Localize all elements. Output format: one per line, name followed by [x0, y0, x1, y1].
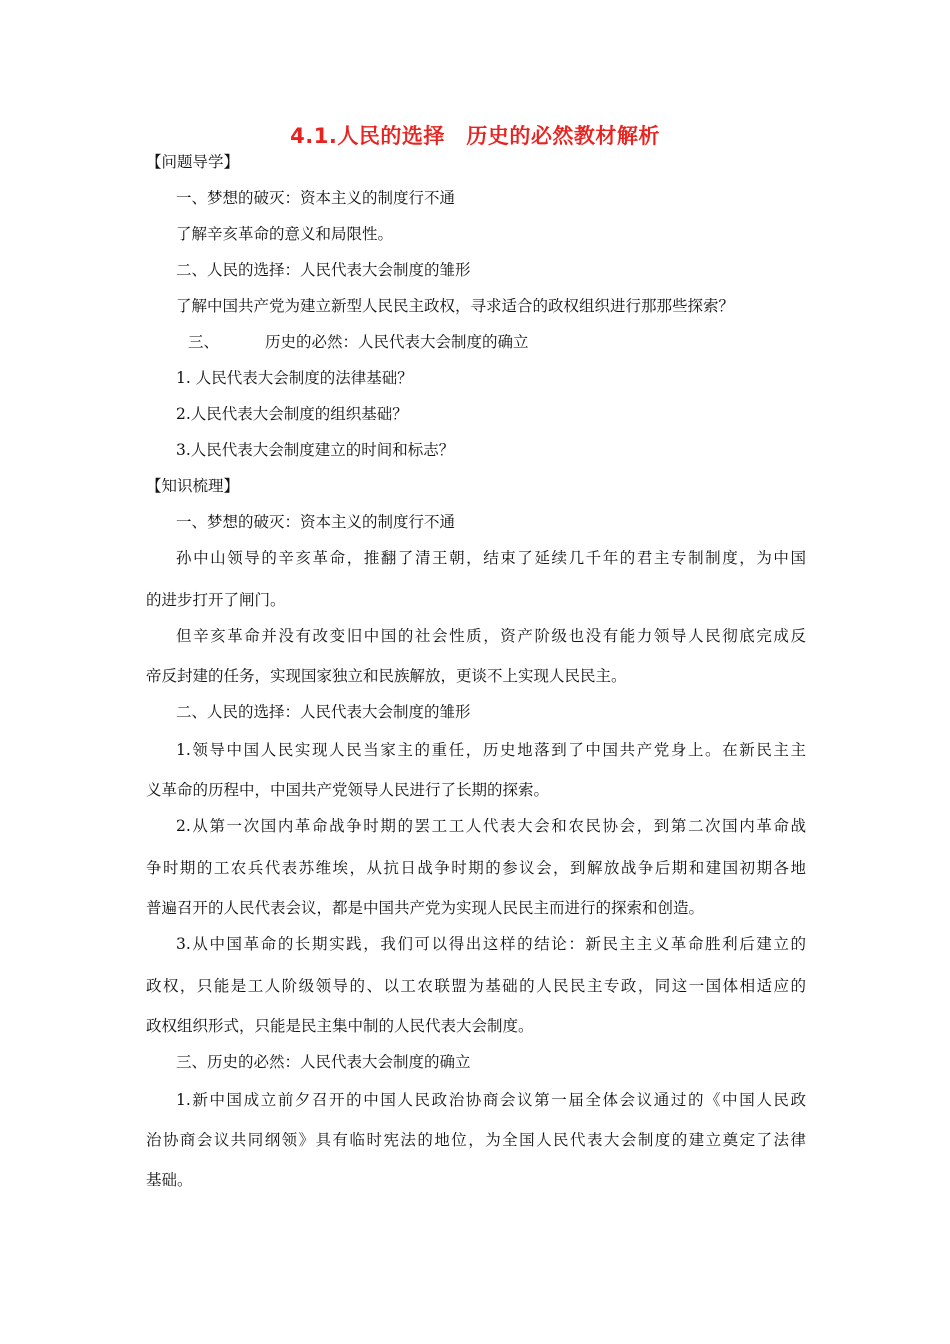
guide-section-2-title: 二、人民的选择：人民代表大会制度的雏形	[176, 261, 471, 279]
paragraph-4-line-1: 2.从第一次国内革命战争时期的罢工工人代表大会和农民协会，到第二次国内革命战	[176, 817, 806, 835]
paragraph-4-line-2: 争时期的工农兵代表苏维埃，从抗日战争时期的参议会，到解放战争后期和建国初期各地	[146, 859, 806, 877]
guide-section-3-title	[188, 332, 529, 352]
guide-question-1: 1. 人民代表大会制度的法律基础？	[176, 369, 413, 387]
knowledge-section-2-title: 二、人民的选择：人民代表大会制度的雏形	[176, 703, 471, 721]
section-heading-knowledge: 【知识梳理】	[146, 477, 240, 495]
paragraph-1-line-1: 孙中山领导的辛亥革命，推翻了清王朝，结束了延续几千年的君主专制制度，为中国	[176, 549, 806, 567]
paragraph-3-line-1: 1.领导中国人民实现人民当家主的重任，历史地落到了中国共产党身上。在新民主主	[176, 741, 806, 759]
paragraph-6-line-2: 治协商会议共同纲领》具有临时宪法的地位，为全国人民代表大会制度的建立奠定了法律	[146, 1131, 806, 1149]
paragraph-2-line-2: 帝反封建的任务，实现国家独立和民族解放，更谈不上实现人民民主。	[146, 667, 627, 685]
paragraph-5-line-3: 政权组织形式，只能是民主集中制的人民代表大会制度。	[146, 1017, 534, 1035]
paragraph-3-line-2: 义革命的历程中，中国共产党领导人民进行了长期的探索。	[146, 781, 550, 799]
knowledge-section-3-title: 三、历史的必然：人民代表大会制度的确立	[176, 1053, 471, 1071]
paragraph-5-line-2: 政权，只能是工人阶级领导的、以工农联盟为基础的人民民主专政，同这一国体相适应的	[146, 977, 806, 995]
paragraph-6-line-3: 基础。	[146, 1171, 193, 1189]
guide-section-1-text: 了解辛亥革命的意义和局限性。	[176, 225, 394, 243]
guide-question-3: 3.人民代表大会制度建立的时间和标志？	[176, 441, 455, 459]
paragraph-5-line-1: 3.从中国革命的长期实践，我们可以得出这样的结论：新民主主义革命胜利后建立的	[176, 935, 806, 953]
guide-section-3-label: 历史的必然：人民代表大会制度的确立	[265, 333, 529, 351]
guide-section-3-number: 三、	[188, 333, 220, 351]
paragraph-4-line-3: 普遍召开的人民代表会议，都是中国共产党为实现人民民主而进行的探索和创造。	[146, 899, 705, 917]
paragraph-6-line-1: 1.新中国成立前夕召开的中国人民政治协商会议第一届全体会议通过的《中国人民政	[176, 1091, 806, 1109]
paragraph-2-line-1: 但辛亥革命并没有改变旧中国的社会性质，资产阶级也没有能力领导人民彻底完成反	[176, 627, 806, 645]
knowledge-section-1-title: 一、梦想的破灭：资本主义的制度行不通	[176, 513, 456, 531]
section-heading-guide: 【问题导学】	[146, 153, 240, 171]
guide-section-2-text: 了解中国共产党为建立新型人民民主政权，寻求适合的政权组织进行那那些探索？	[176, 297, 735, 315]
paragraph-1-line-2: 的进步打开了闸门。	[146, 591, 286, 609]
document-title: 4.1.人民的选择 历史的必然教材解析	[290, 124, 660, 148]
guide-section-1-title: 一、梦想的破灭：资本主义的制度行不通	[176, 189, 456, 207]
guide-question-2: 2.人民代表大会制度的组织基础？	[176, 405, 408, 423]
